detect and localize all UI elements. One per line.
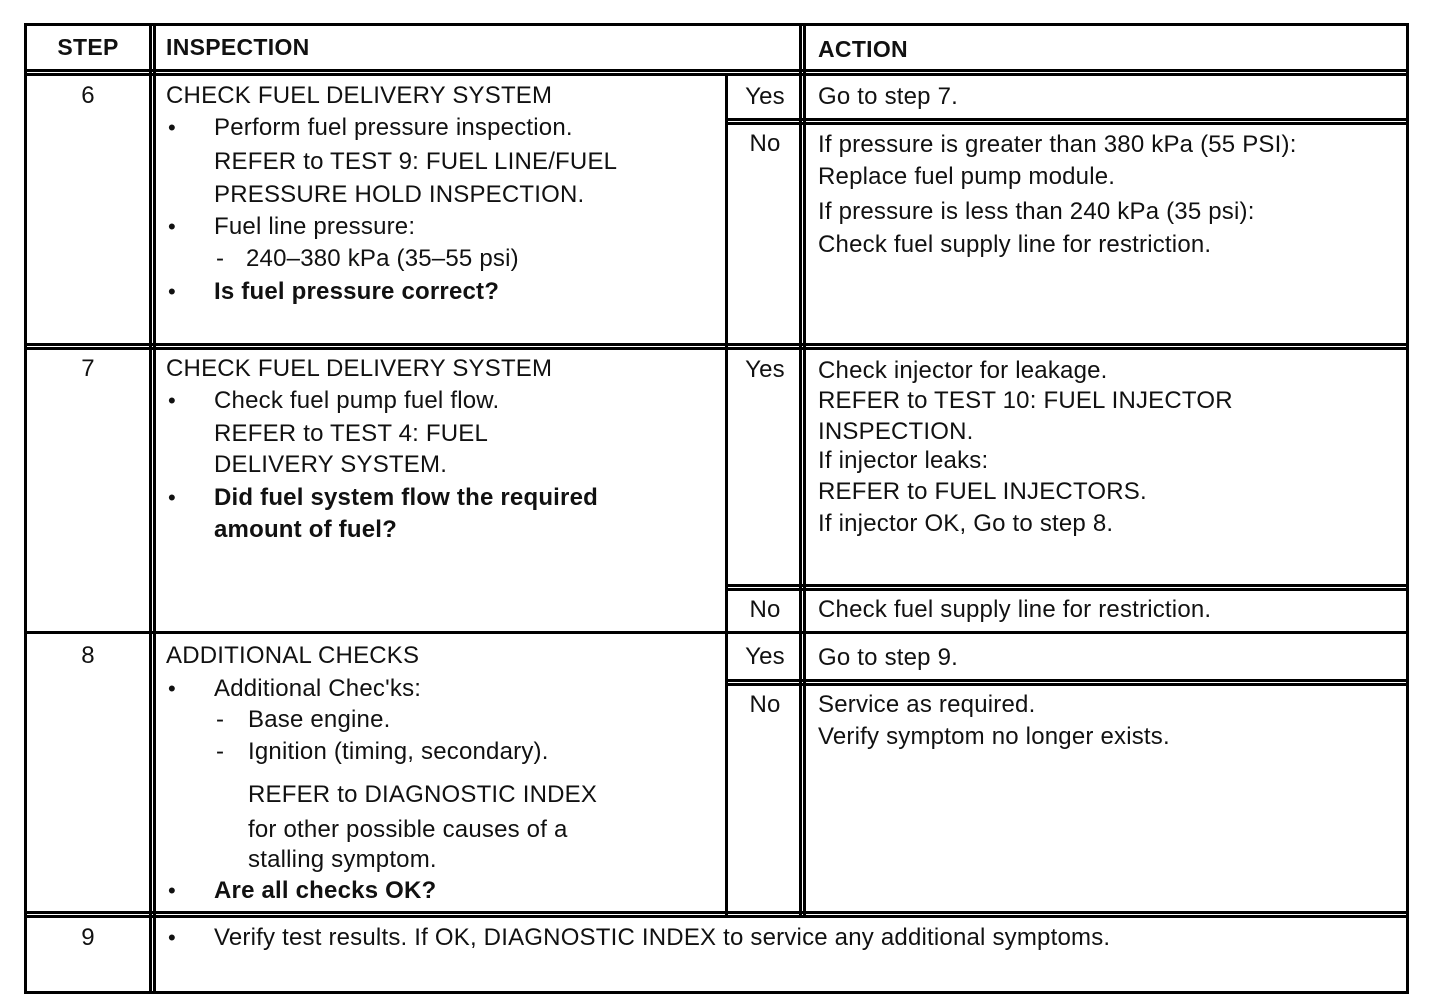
subrow-rule-6: [727, 118, 1409, 121]
subrow-rule-7b: [727, 588, 1409, 591]
step-number: 7: [81, 355, 95, 382]
bullet-icon: •: [168, 279, 176, 304]
no-label: No: [749, 691, 781, 718]
bullet-icon: •: [168, 388, 176, 413]
step-number: 8: [81, 642, 95, 669]
step-column-rule-2: [153, 23, 156, 994]
inspection-line: 240–380 kPa (35–55 psi): [246, 245, 519, 272]
action-line: If pressure is greater than 380 kPa (55 PSI):: [818, 131, 1297, 158]
action-line: Check fuel supply line for restriction.: [818, 596, 1212, 623]
row-rule-8-9: [24, 911, 1409, 914]
table-border-bottom: [24, 991, 1409, 994]
bullet-icon: •: [168, 878, 176, 903]
action-line: Check fuel supply line for restriction.: [818, 231, 1212, 258]
bullet-icon: •: [168, 925, 176, 950]
step-title: CHECK FUEL DELIVERY SYSTEM: [166, 82, 553, 109]
action-line: REFER to TEST 10: FUEL INJECTOR: [818, 387, 1233, 414]
action-line: If injector leaks:: [818, 447, 989, 474]
action-line: Verify symptom no longer exists.: [818, 723, 1170, 750]
table-border-top: [24, 23, 1409, 26]
header-step: STEP: [57, 34, 119, 60]
step-title: CHECK FUEL DELIVERY SYSTEM: [166, 355, 553, 382]
table-border-left: [24, 23, 27, 994]
inspection-question: Are all checks OK?: [214, 877, 437, 904]
action-line: If injector OK, Go to step 8.: [818, 510, 1114, 537]
yes-label: Yes: [745, 356, 785, 383]
bullet-icon: •: [168, 115, 176, 140]
inspection-line: for other possible causes of a: [248, 816, 568, 843]
action-line: Go to step 7.: [818, 83, 959, 110]
action-column-rule-2: [803, 23, 806, 915]
inspection-line: DELIVERY SYSTEM.: [214, 451, 448, 478]
inspection-line: Perform fuel pressure inspection.: [214, 114, 573, 141]
header-inspection: INSPECTION: [166, 34, 310, 60]
dash-icon: -: [216, 706, 224, 733]
action-line: Replace fuel pump module.: [818, 163, 1116, 190]
no-label: No: [749, 130, 781, 157]
step-title: ADDITIONAL CHECKS: [166, 642, 420, 669]
yes-label: Yes: [745, 83, 785, 110]
inspection-question: amount of fuel?: [214, 516, 397, 543]
inspection-line: stalling symptom.: [248, 846, 437, 873]
step-column-rule: [149, 23, 152, 994]
no-label: No: [749, 596, 781, 623]
bullet-icon: •: [168, 214, 176, 239]
step-number: 9: [81, 924, 95, 951]
action-line: INSPECTION.: [818, 418, 974, 445]
inspection-line: Additional Chec'ks:: [214, 675, 422, 702]
inspection-line: Check fuel pump fuel flow.: [214, 387, 500, 414]
inspection-line: REFER to TEST 9: FUEL LINE/FUEL: [214, 148, 618, 175]
yesno-column-rule: [725, 73, 728, 915]
bullet-icon: •: [168, 485, 176, 510]
header-rule-2: [24, 73, 1409, 76]
header-rule: [24, 69, 1409, 72]
inspection-line: REFER to DIAGNOSTIC INDEX: [248, 781, 598, 808]
inspection-question: Is fuel pressure correct?: [214, 278, 500, 305]
subrow-rule-8: [727, 679, 1409, 682]
row-rule-8-9b: [24, 915, 1409, 918]
action-line: Service as required.: [818, 691, 1036, 718]
subrow-rule-7: [727, 584, 1409, 587]
dash-icon: -: [216, 245, 224, 272]
row-rule-7-8: [24, 631, 1409, 634]
action-line: REFER to FUEL INJECTORS.: [818, 478, 1147, 505]
header-action: ACTION: [818, 36, 908, 62]
subrow-rule-8b: [727, 683, 1409, 686]
subrow-rule-6b: [727, 122, 1409, 125]
bullet-icon: •: [168, 676, 176, 701]
action-line: Check injector for leakage.: [818, 357, 1108, 384]
inspection-line: REFER to TEST 4: FUEL: [214, 420, 489, 447]
table-border-right: [1406, 23, 1409, 994]
inspection-line: Fuel line pressure:: [214, 213, 416, 240]
yes-label: Yes: [745, 643, 785, 670]
inspection-line: Base engine.: [248, 706, 391, 733]
inspection-line: Ignition (timing, secondary).: [248, 738, 549, 765]
inspection-line: PRESSURE HOLD INSPECTION.: [214, 181, 585, 208]
inspection-line: Verify test results. If OK, DIAGNOSTIC INDEX to service any additional symptoms.: [214, 924, 1111, 951]
action-line: Go to step 9.: [818, 644, 959, 671]
row-rule-6-7b: [24, 347, 1409, 350]
inspection-question: Did fuel system flow the required: [214, 484, 599, 511]
step-number: 6: [81, 82, 95, 109]
row-rule-6-7: [24, 343, 1409, 346]
action-line: If pressure is less than 240 kPa (35 psi):: [818, 198, 1255, 225]
dash-icon: -: [216, 738, 224, 765]
